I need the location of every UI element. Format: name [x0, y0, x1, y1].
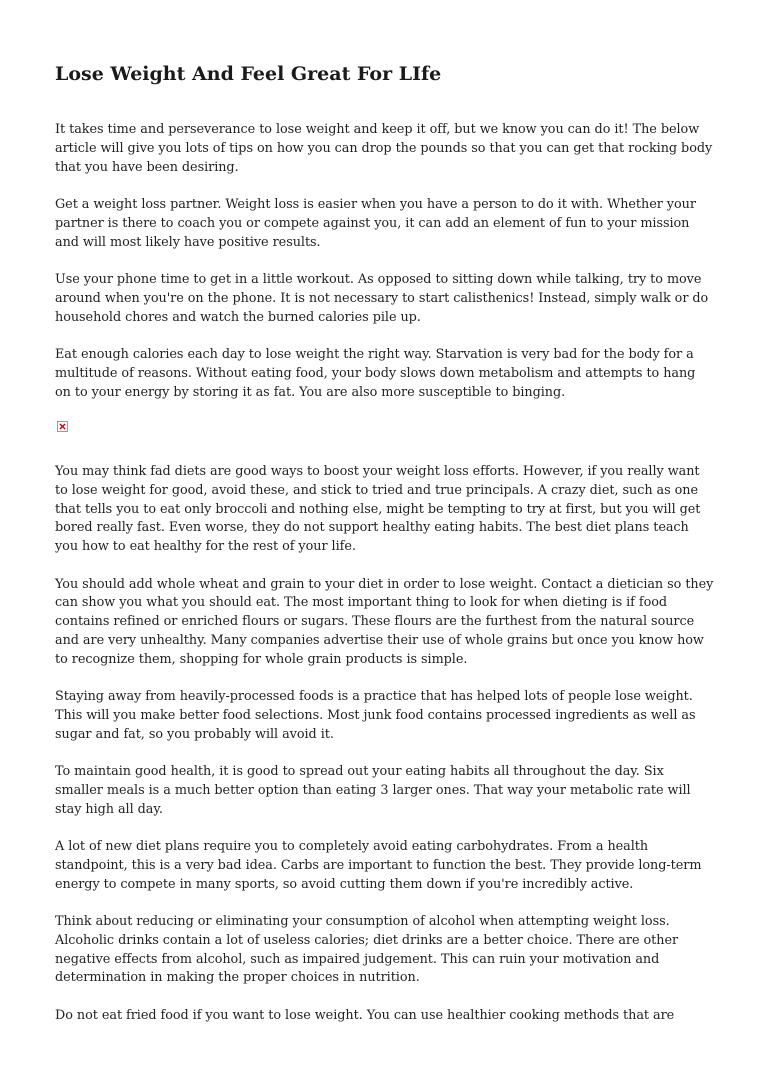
broken-image-icon: [57, 421, 68, 432]
article-body: [55, 121, 715, 1044]
paragraph: Get a weight loss partner. Weight loss is easier when you have a person to do it with. Whether your partner is there to coach you or compete against you, it can add an element of fun to your mission and will most likely have positive results.: [55, 196, 696, 250]
paragraph: Do not eat fried food if you want to lose weight. You can use healthier cooking methods that are: [55, 1007, 675, 1023]
paragraph: It takes time and perseverance to lose weight and keep it off, but we know you can do it! The below article will give you lots of tips on how you can drop the pounds so that you can get that rocking body that you have been desiring.: [55, 122, 713, 175]
paragraph: A lot of new diet plans require you to completely avoid eating carbohydrates. From a health standpoint, this is a very bad idea. Carbs are important to function the best. They provide long-term energy to compete in many sports, so avoid cutting them down if you're incredibly active.: [55, 839, 702, 892]
paragraph: Staying away from heavily-processed foods is a practice that has helped lots of people lose weight. This will you make better food selections. Most junk food contains processed ingredients as well as sugar and fat, so you probably will avoid it.: [55, 689, 696, 742]
page-title: Lose Weight And Feel Great For LIfe: [55, 63, 442, 85]
paragraph: To maintain good health, it is good to spread out your eating habits all throughout the day. Six smaller meals is a much better option than eating 3 larger ones. That way your metabolic rate will stay high all day.: [55, 764, 691, 817]
paragraph: Eat enough calories each day to lose weight the right way. Starvation is very bad for the body for a multitude of reasons. Without eating food, your body slows down metabolism and attempts to hang on to your energy by storing it as fat. You are also more susceptible to binging.: [55, 346, 696, 400]
paragraph: You should add whole wheat and grain to your diet in order to lose weight. Contact a dietician so they can show you what you should eat. The most important thing to look for when dieting is if food contains refined or enriched flours or sugars. These flours are the furthest from the natural source and are very unhealthy. Many companies advertise their use of whole grains but once you know how to recognize them, shopping for whole grain products is simple.: [55, 576, 714, 667]
paragraph: Think about reducing or eliminating your consumption of alcohol when attempting weight loss. Alcoholic drinks contain a lot of useless calories; diet drinks are a better choice. There are other negative effects from alcohol, such as impaired judgement. This can ruin your motivation and determination in making the proper choices in nutrition.: [55, 914, 679, 986]
paragraph: You may think fad diets are good ways to boost your weight loss efforts. However, if you really want to lose weight for good, avoid these, and stick to tried and true principals. A crazy diet, such as one that tells you to eat only broccoli and nothing else, might be tempting to try at first, but you will get bored really fast. Even worse, they do not support healthy eating habits. The best diet plans teach you how to eat healthy for the rest of your life.: [55, 463, 701, 555]
paragraph: Use your phone time to get in a little workout. As opposed to sitting down while talking, try to move around when you're on the phone. It is not necessary to start calisthenics! Instead, simply walk or do household chores and watch the burned calories pile up.: [55, 271, 709, 325]
